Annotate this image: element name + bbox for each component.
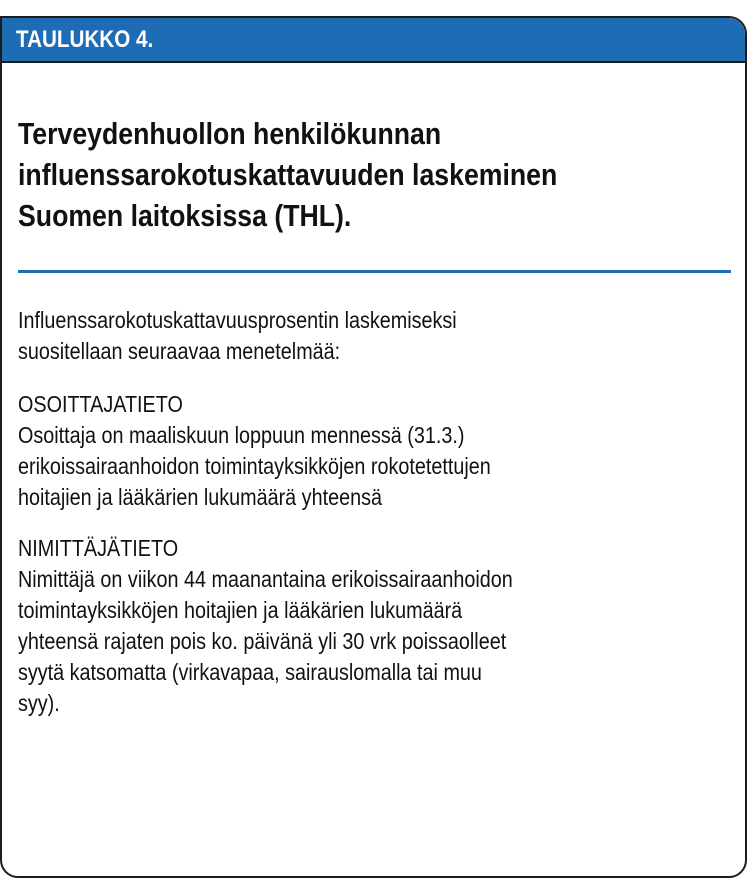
box-content bbox=[2, 113, 745, 719]
section-line: toimintayksikköjen hoitajien ja lääkärien lukumäärä bbox=[18, 597, 463, 623]
section-line: syytä katsomatta (virkavapaa, sairauslomalla tai muu bbox=[18, 659, 482, 685]
box-title bbox=[18, 113, 729, 236]
title-line: Suomen laitoksissa (THL). bbox=[18, 198, 352, 233]
title-divider bbox=[18, 270, 731, 273]
section-body bbox=[18, 420, 729, 513]
header-bar bbox=[2, 18, 745, 63]
section-denominator bbox=[18, 533, 731, 719]
section-line: Osoittaja on maaliskuun loppuun mennessä (31.3.) bbox=[18, 422, 465, 448]
section-line: syy). bbox=[18, 690, 60, 716]
intro-line: Influenssarokotuskattavuusprosentin laskemiseksi bbox=[18, 307, 457, 333]
intro-paragraph bbox=[18, 305, 729, 367]
section-line: hoitajien ja lääkärien lukumäärä yhteensä bbox=[18, 484, 382, 510]
title-line: influenssarokotuskattavuuden laskeminen bbox=[18, 157, 558, 192]
section-heading: OSOITTAJATIETO bbox=[18, 391, 183, 417]
intro-line: suositellaan seuraavaa menetelmää: bbox=[18, 338, 341, 364]
table-label: TAULUKKO 4. bbox=[16, 25, 154, 53]
section-line: erikoissairaanhoidon toimintayksikköjen rokotetettujen bbox=[18, 453, 491, 479]
title-line: Terveydenhuollon henkilökunnan bbox=[18, 116, 442, 151]
section-body bbox=[18, 564, 729, 719]
section-numerator bbox=[18, 389, 731, 513]
table-box bbox=[0, 16, 747, 878]
section-line: Nimittäjä on viikon 44 maanantaina erikoissairaanhoidon bbox=[18, 566, 513, 592]
section-line: yhteensä rajaten pois ko. päivänä yli 30 vrk poissaolleet bbox=[18, 628, 507, 654]
section-heading: NIMITTÄJÄTIETO bbox=[18, 535, 179, 561]
